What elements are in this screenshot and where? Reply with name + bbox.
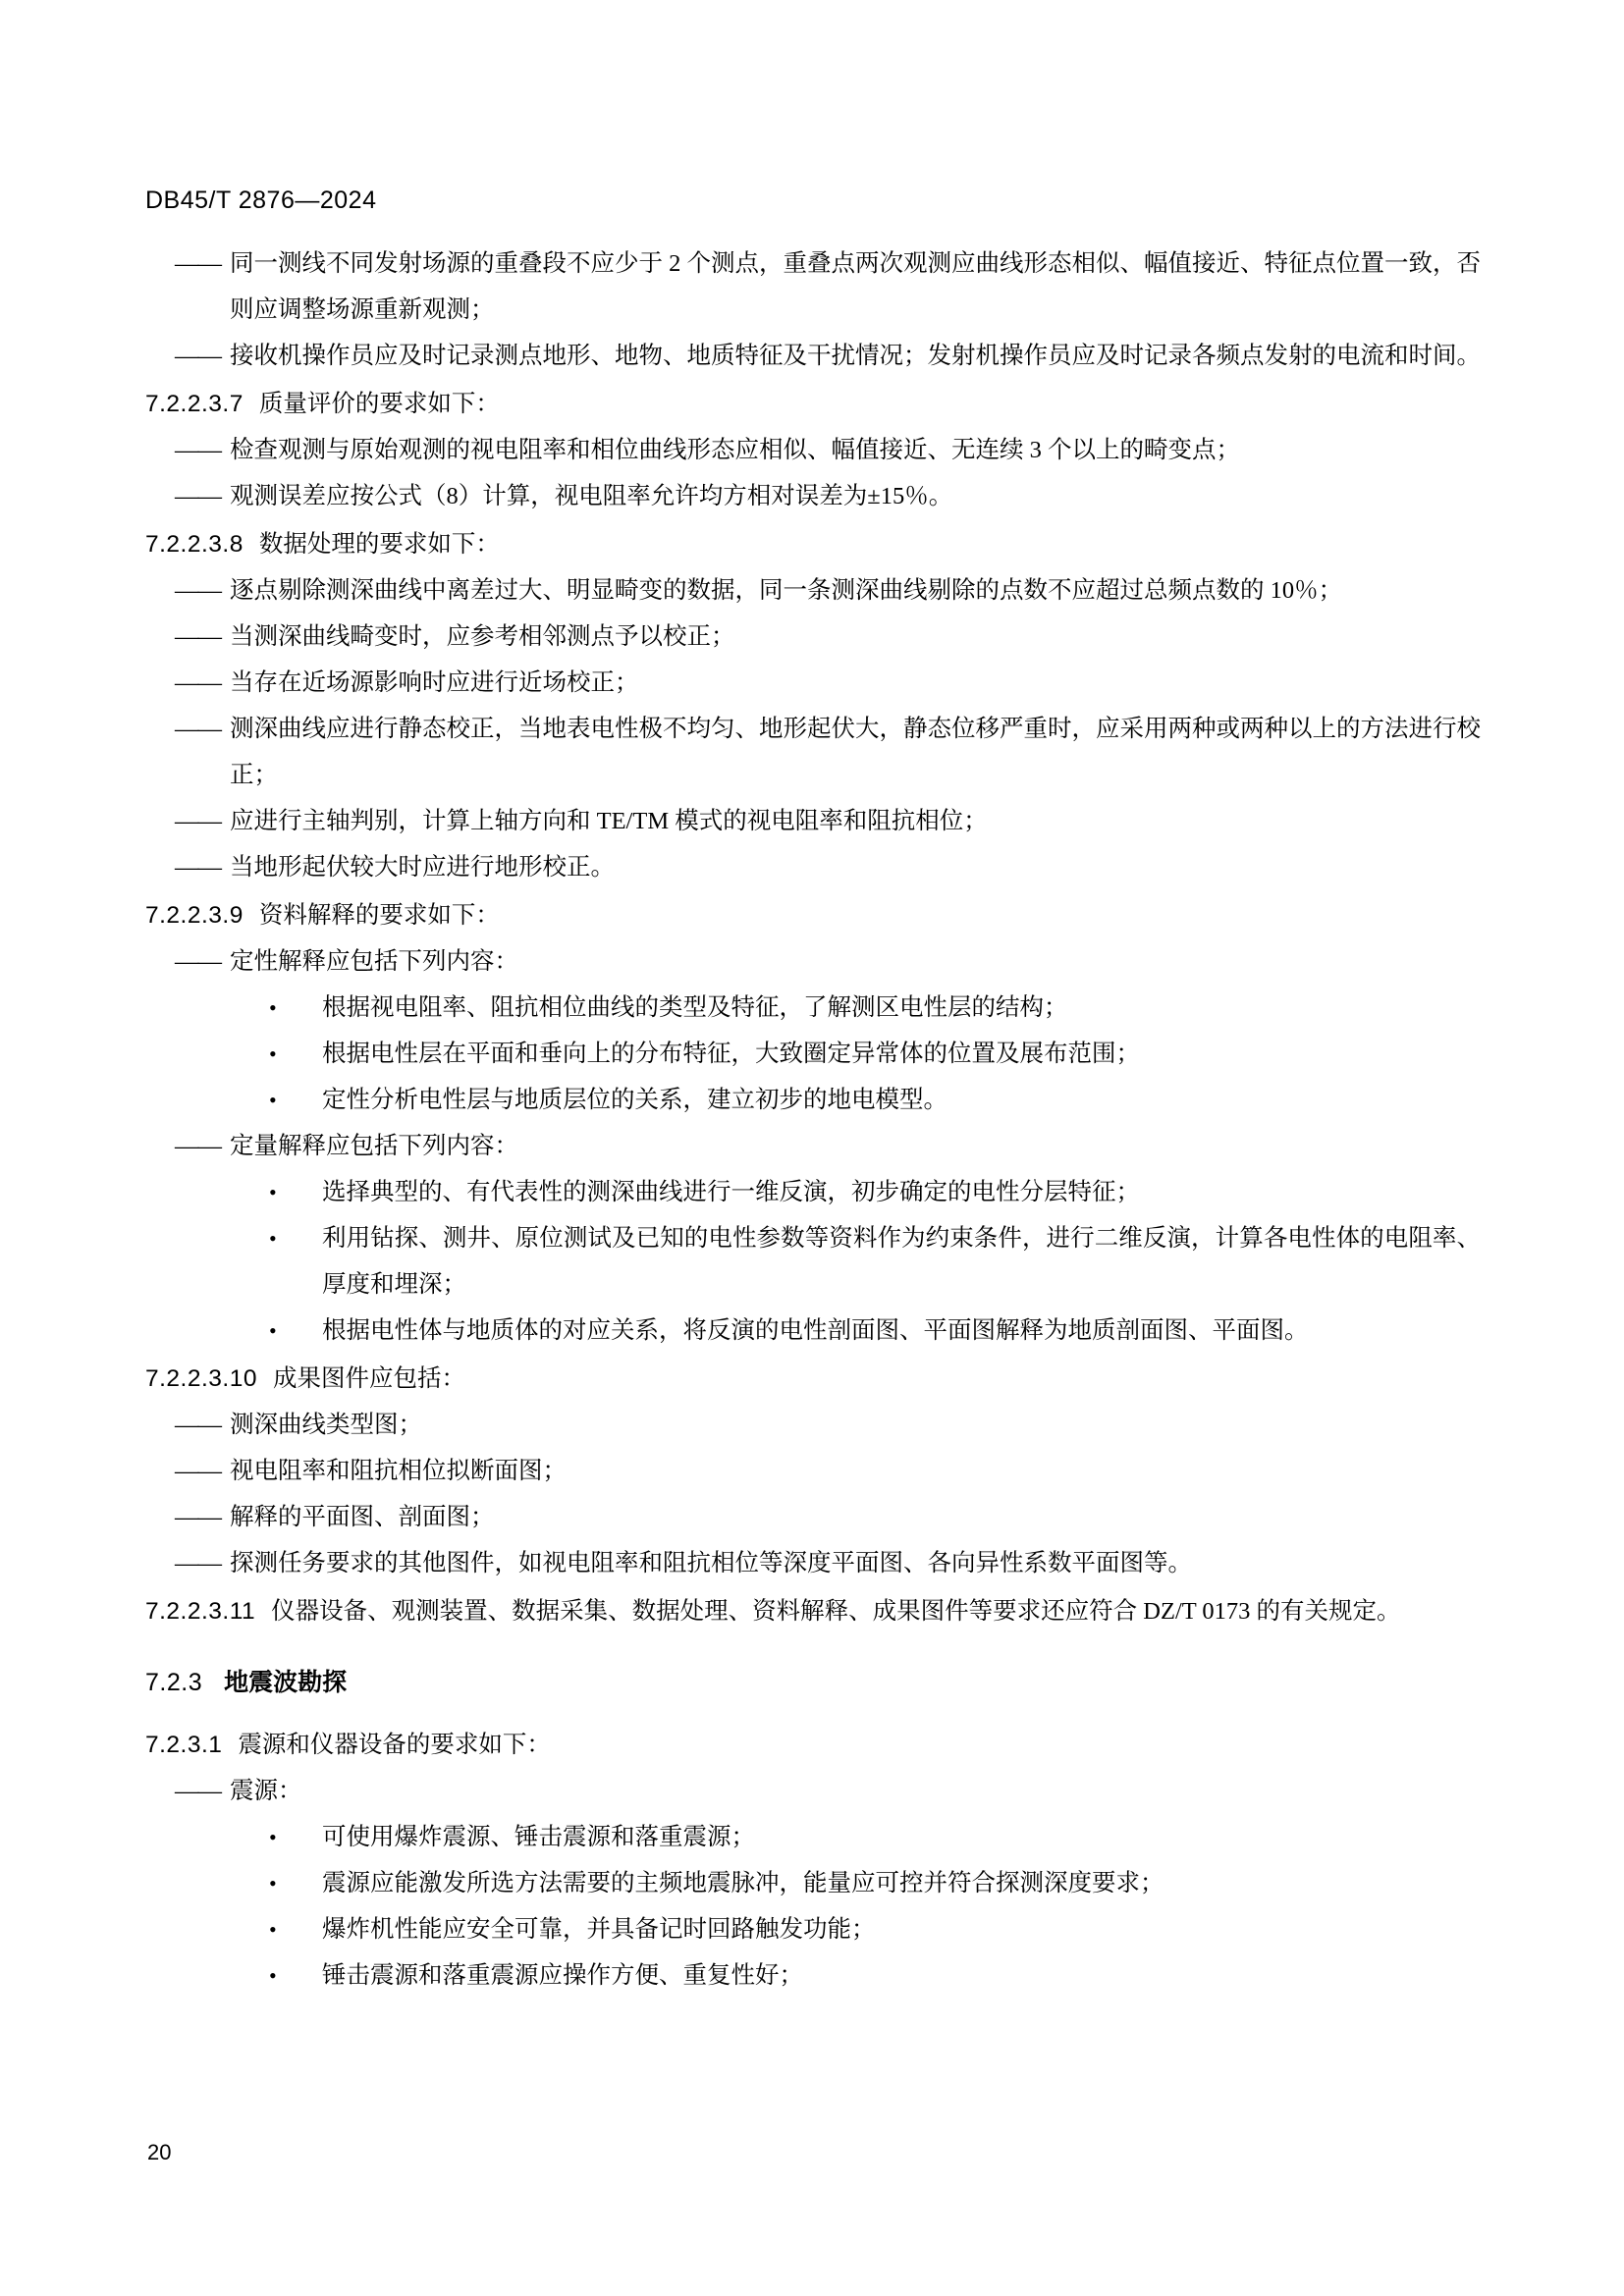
bullet-list-item — [145, 1308, 1481, 1354]
clause-text: 质量评价的要求如下： — [258, 391, 500, 417]
bullet-list-item — [145, 1952, 1481, 1999]
dash-list-item — [145, 614, 1481, 660]
clause-paragraph — [145, 521, 1481, 567]
page-header: DB45/T 2876—2024 — [145, 187, 377, 214]
bullet-item-text: 锤击震源和落重震源应操作方便、重复性好； — [322, 1962, 803, 1989]
clause-text: 数据处理的要求如下： — [258, 531, 500, 558]
dash-list-item — [145, 1402, 1481, 1448]
bullet-list-item — [145, 1169, 1481, 1215]
clause-number: 7.2.2.3.9 — [145, 902, 244, 929]
bullet-list-item — [145, 985, 1481, 1031]
dash-list-item — [145, 240, 1481, 333]
dash-list-item — [145, 938, 1481, 985]
dash-list-item — [145, 660, 1481, 706]
clause-text: 资料解释的要求如下： — [258, 902, 500, 929]
dash-list-item — [145, 1540, 1481, 1586]
bullet-item-text: 震源应能激发所选方法需要的主频地震脉冲，能量应可控并符合探测深度要求； — [322, 1870, 1164, 1896]
clause-text: 仪器设备、观测装置、数据采集、数据处理、资料解释、成果图件等要求还应符合 DZ/T 0173 的有关规定。 — [271, 1598, 1401, 1625]
bullet-dot-icon: • — [269, 1318, 277, 1343]
bullet-dot-icon: • — [269, 1825, 277, 1849]
bullet-list-item — [145, 1031, 1481, 1077]
dash-item-text: 测深曲线应进行静态校正，当地表电性极不均匀、地形起伏大，静态位移严重时，应采用两种或两种以上的方法进行校正； — [230, 716, 1481, 788]
dash-item-text: 震源： — [230, 1778, 302, 1804]
dash-marker-icon: —— — [175, 250, 221, 277]
dash-list-item — [145, 1768, 1481, 1814]
bullet-dot-icon: • — [269, 1041, 277, 1066]
section-number: 7.2.3 — [145, 1669, 203, 1696]
clause-text: 成果图件应包括： — [272, 1365, 465, 1392]
section-title: 地震波勘探 — [224, 1669, 348, 1696]
dash-item-text: 应进行主轴判别，计算上轴方向和 TE/TM 模式的视电阻率和阻抗相位； — [230, 808, 988, 834]
dash-list-item — [145, 1123, 1481, 1169]
dash-list-item — [145, 706, 1481, 798]
clause-number: 7.2.2.3.11 — [145, 1598, 256, 1625]
dash-marker-icon: —— — [175, 716, 221, 742]
dash-marker-icon: —— — [175, 1550, 221, 1576]
bullet-dot-icon: • — [269, 1917, 277, 1942]
dash-marker-icon: —— — [175, 1412, 221, 1438]
clause-number: 7.2.2.3.10 — [145, 1365, 257, 1392]
dash-item-text: 接收机操作员应及时记录测点地形、地物、地质特征及干扰情况；发射机操作员应及时记录各频点发射的电流和时间。 — [230, 343, 1481, 369]
clause-paragraph — [145, 892, 1481, 938]
dash-marker-icon: —— — [175, 669, 221, 696]
bullet-list-item — [145, 1215, 1481, 1308]
bullet-dot-icon: • — [269, 995, 277, 1020]
dash-marker-icon: —— — [175, 437, 221, 463]
bullet-item-text: 选择典型的、有代表性的测深曲线进行一维反演，初步确定的电性分层特征； — [322, 1179, 1140, 1205]
clause-number: 7.2.3.1 — [145, 1732, 223, 1758]
dash-list-item — [145, 333, 1481, 379]
dash-item-text: 定性解释应包括下列内容： — [230, 948, 518, 975]
dash-item-text: 同一测线不同发射场源的重叠段不应少于 2 个测点，重叠点两次观测应曲线形态相似、幅值接近、特征点位置一致，否则应调整场源重新观测； — [230, 250, 1481, 323]
clause-paragraph — [145, 1588, 1481, 1634]
dash-marker-icon: —— — [175, 854, 221, 881]
dash-item-text: 探测任务要求的其他图件，如视电阻率和阻抗相位等深度平面图、各向异性系数平面图等。 — [230, 1550, 1192, 1576]
clause-text: 震源和仪器设备的要求如下： — [238, 1732, 551, 1758]
bullet-dot-icon: • — [269, 1180, 277, 1204]
document-body — [145, 240, 1481, 1999]
bullet-dot-icon: • — [269, 1088, 277, 1112]
dash-marker-icon: —— — [175, 623, 221, 650]
bullet-item-text: 根据电性层在平面和垂向上的分布特征，大致圈定异常体的位置及展布范围； — [322, 1041, 1140, 1067]
bullet-item-text: 爆炸机性能应安全可靠，并具备记时回路触发功能； — [322, 1916, 876, 1943]
dash-list-item — [145, 844, 1481, 890]
bullet-dot-icon: • — [269, 1226, 277, 1251]
section-heading — [145, 1660, 1481, 1706]
dash-list-item — [145, 1448, 1481, 1494]
clause-paragraph — [145, 1356, 1481, 1402]
dash-marker-icon: —— — [175, 1504, 221, 1530]
bullet-list-item — [145, 1906, 1481, 1952]
dash-list-item — [145, 427, 1481, 473]
bullet-list-item — [145, 1077, 1481, 1123]
dash-list-item — [145, 798, 1481, 844]
bullet-item-text: 根据电性体与地质体的对应关系，将反演的电性剖面图、平面图解释为地质剖面图、平面图。 — [322, 1317, 1309, 1344]
dash-item-text: 当测深曲线畸变时，应参考相邻测点予以校正； — [230, 623, 735, 650]
dash-item-text: 当存在近场源影响时应进行近场校正； — [230, 669, 639, 696]
bullet-item-text: 定性分析电性层与地质层位的关系，建立初步的地电模型。 — [322, 1087, 947, 1113]
clause-number: 7.2.2.3.7 — [145, 391, 244, 417]
dash-marker-icon: —— — [175, 948, 221, 975]
clause-number: 7.2.2.3.8 — [145, 531, 244, 558]
bullet-list-item — [145, 1814, 1481, 1860]
clause-paragraph — [145, 1722, 1481, 1768]
dash-item-text: 定量解释应包括下列内容： — [230, 1133, 518, 1159]
dash-list-item — [145, 473, 1481, 519]
dash-list-item — [145, 567, 1481, 614]
dash-item-text: 解释的平面图、剖面图； — [230, 1504, 495, 1530]
bullet-dot-icon: • — [269, 1963, 277, 1988]
bullet-list-item — [145, 1860, 1481, 1906]
dash-marker-icon: —— — [175, 1778, 221, 1804]
dash-marker-icon: —— — [175, 577, 221, 604]
dash-marker-icon: —— — [175, 1133, 221, 1159]
dash-item-text: 测深曲线类型图； — [230, 1412, 422, 1438]
bullet-item-text: 根据视电阻率、阻抗相位曲线的类型及特征，了解测区电性层的结构； — [322, 994, 1068, 1021]
clause-paragraph — [145, 381, 1481, 427]
bullet-item-text: 可使用爆炸震源、锤击震源和落重震源； — [322, 1824, 755, 1850]
dash-marker-icon: —— — [175, 1458, 221, 1484]
dash-item-text: 观测误差应按公式（8）计算，视电阻率允许均方相对误差为±15％。 — [230, 483, 953, 509]
page-number: 20 — [147, 2140, 172, 2164]
dash-item-text: 逐点剔除测深曲线中离差过大、明显畸变的数据，同一条测深曲线剔除的点数不应超过总频点数的 10％； — [230, 577, 1343, 604]
dash-item-text: 当地形起伏较大时应进行地形校正。 — [230, 854, 615, 881]
dash-marker-icon: —— — [175, 483, 221, 509]
dash-item-text: 检查观测与原始观测的视电阻率和相位曲线形态应相似、幅值接近、无连续 3 个以上的畸变点； — [230, 437, 1240, 463]
bullet-dot-icon: • — [269, 1871, 277, 1896]
dash-item-text: 视电阻率和阻抗相位拟断面图； — [230, 1458, 567, 1484]
dash-marker-icon: —— — [175, 808, 221, 834]
dash-list-item — [145, 1494, 1481, 1540]
bullet-item-text: 利用钻探、测井、原位测试及已知的电性参数等资料作为约束条件，进行二维反演，计算各电性体的电阻率、厚度和埋深； — [322, 1225, 1481, 1298]
dash-marker-icon: —— — [175, 343, 221, 369]
